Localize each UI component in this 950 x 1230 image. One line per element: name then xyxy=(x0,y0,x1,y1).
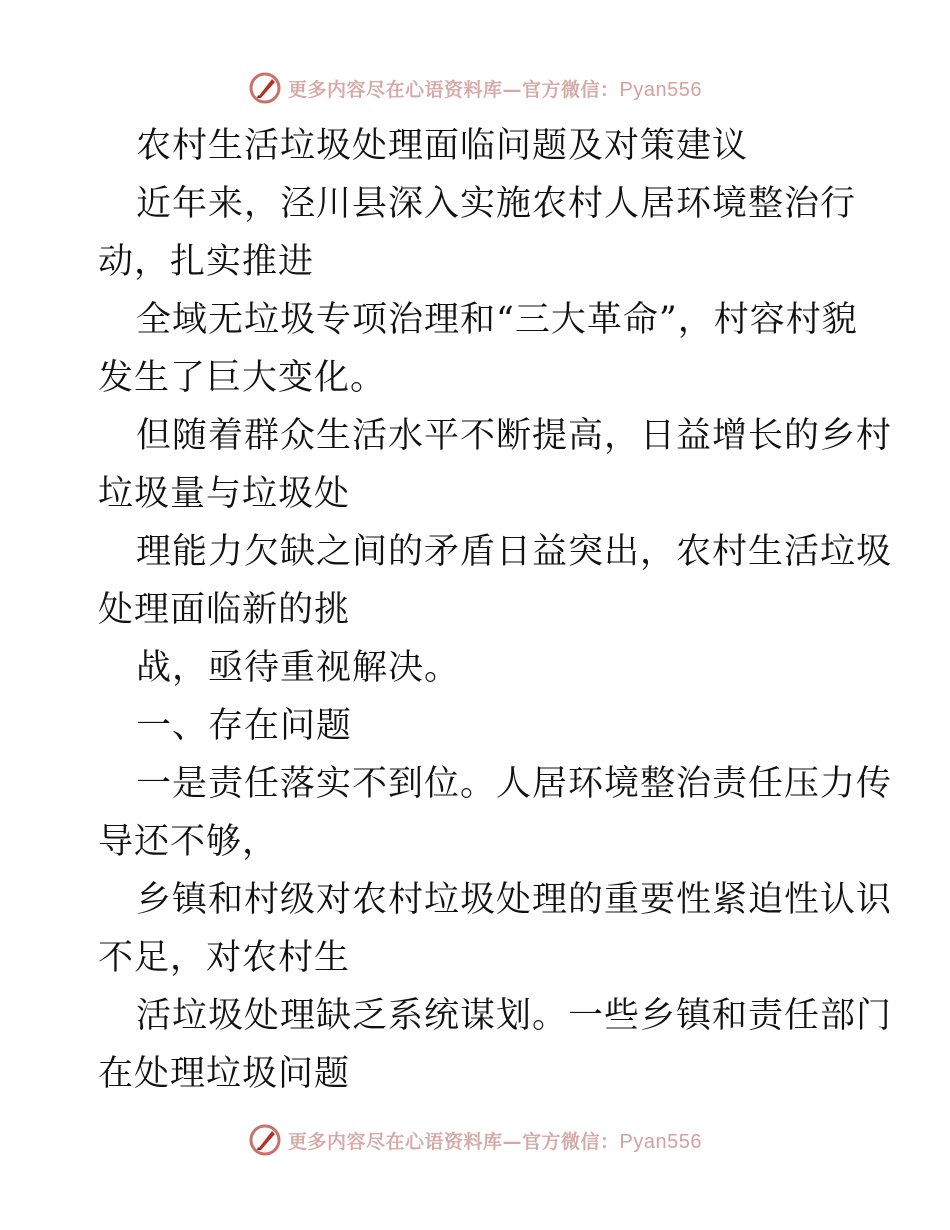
text-line: 不足，对农村生 xyxy=(98,938,351,978)
feather-pen-logo-icon xyxy=(248,71,282,105)
text-line: 战，亟待重视解决。 xyxy=(136,648,461,688)
text-line: 一是责任落实不到位。人居环境整治责任压力传 xyxy=(136,764,893,804)
text-line: 活垃圾处理缺乏系统谋划。一些乡镇和责任部门 xyxy=(136,996,893,1036)
text-line: 但随着群众生活水平不断提高，日益增长的乡村 xyxy=(136,416,893,456)
watermark-id: Pyan556 xyxy=(619,78,702,101)
text-line: 垃圾量与垃圾处 xyxy=(98,474,351,514)
watermark-id: Pyan556 xyxy=(619,1130,702,1153)
text-line: 在处理垃圾问题 xyxy=(98,1054,351,1094)
document-title: 农村生活垃圾处理面临问题及对策建议 xyxy=(136,126,749,166)
watermark-text: 更多内容尽在心语资料库—官方微信： xyxy=(288,78,620,101)
watermark-text: 更多内容尽在心语资料库—官方微信： xyxy=(288,1130,620,1153)
text-line: 理能力欠缺之间的矛盾日益突出，农村生活垃圾 xyxy=(136,532,893,572)
feather-pen-logo-icon xyxy=(248,1123,282,1157)
text-line: 全域无垃圾专项治理和“三大革命”，村容村貌 xyxy=(136,300,858,340)
text-line: 处理面临新的挑 xyxy=(98,590,351,630)
document-body xyxy=(98,117,893,1103)
section-heading: 一、存在问题 xyxy=(136,706,353,746)
text-line: 动，扎实推进 xyxy=(98,242,315,282)
text-line: 导还不够， xyxy=(98,822,279,862)
text-line: 近年来，泾川县深入实施农村人居环境整治行 xyxy=(136,184,857,224)
footer-watermark xyxy=(0,1122,950,1158)
text-line: 乡镇和村级对农村垃圾处理的重要性紧迫性认识 xyxy=(136,880,893,920)
text-line: 发生了巨大变化。 xyxy=(98,358,387,398)
header-watermark xyxy=(0,70,950,106)
